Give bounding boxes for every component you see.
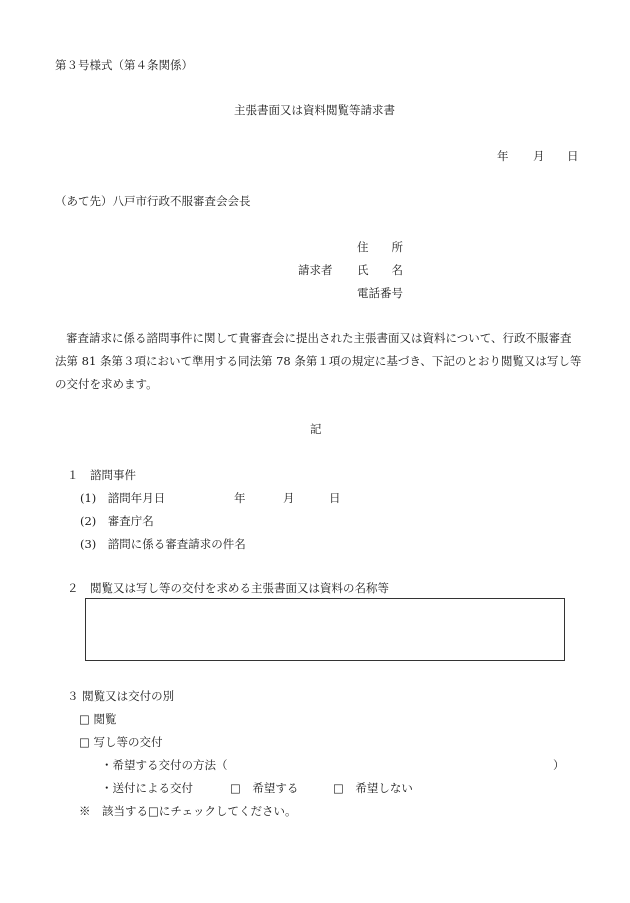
mail-no-checkbox[interactable]: □ 希望しない (333, 781, 413, 795)
section1-item1-label: (1) 諮問年月日 (80, 491, 166, 505)
option-view-checkbox[interactable]: □ 閲覧 (79, 712, 117, 726)
ki-heading: 記 (310, 422, 322, 436)
desired-method-close: ） (553, 758, 565, 772)
body-line-3: の交付を求めます。 (55, 377, 158, 391)
section1-heading: １ 諮問事件 (67, 468, 136, 482)
requester-label: 請求者 (298, 263, 333, 277)
section1-item2-label: (2) 審査庁名 (80, 514, 154, 528)
option-copy-checkbox[interactable]: □ 写し等の交付 (79, 735, 163, 749)
form-number: 第３号様式（第４条関係） (55, 58, 193, 72)
body-line-1: 審査請求に係る諮問事件に関して貴審査会に提出された主張書面又は資料について、行政不服審査 (66, 331, 572, 345)
date-day-label: 日 (567, 149, 579, 163)
addressee: （あて先）八戸市行政不服審査会会長 (55, 194, 251, 208)
document-title: 主張書面又は資料閲覧等請求書 (234, 103, 395, 117)
address-label: 住 所 (357, 240, 403, 254)
document-name-box[interactable] (85, 598, 565, 661)
check-note: ※ 該当する□にチェックしてください。 (79, 804, 297, 818)
section1-item1-day: 日 (329, 491, 341, 505)
date-month-label: 月 (533, 149, 545, 163)
body-line-2: 法第 81 条第３項において準用する同法第 78 条第１項の規定に基づき、下記のとおり閲覧又は写し等 (55, 354, 582, 368)
date-year-label: 年 (497, 149, 509, 163)
mail-yes-checkbox[interactable]: □ 希望する (230, 781, 299, 795)
section1-item1-year: 年 (234, 491, 246, 505)
section1-item1-month: 月 (283, 491, 295, 505)
section1-item3-label: (3) 諮問に係る審査請求の件名 (80, 537, 246, 551)
desired-method-label: ・希望する交付の方法（ (101, 758, 228, 772)
section3-heading: ３ 閲覧又は交付の別 (67, 689, 175, 703)
mail-delivery-label: ・送付による交付 (101, 781, 193, 795)
phone-label: 電話番号 (357, 286, 403, 300)
section2-heading: ２ 閲覧又は写し等の交付を求める主張書面又は資料の名称等 (67, 581, 389, 595)
name-label: 氏 名 (357, 263, 403, 277)
